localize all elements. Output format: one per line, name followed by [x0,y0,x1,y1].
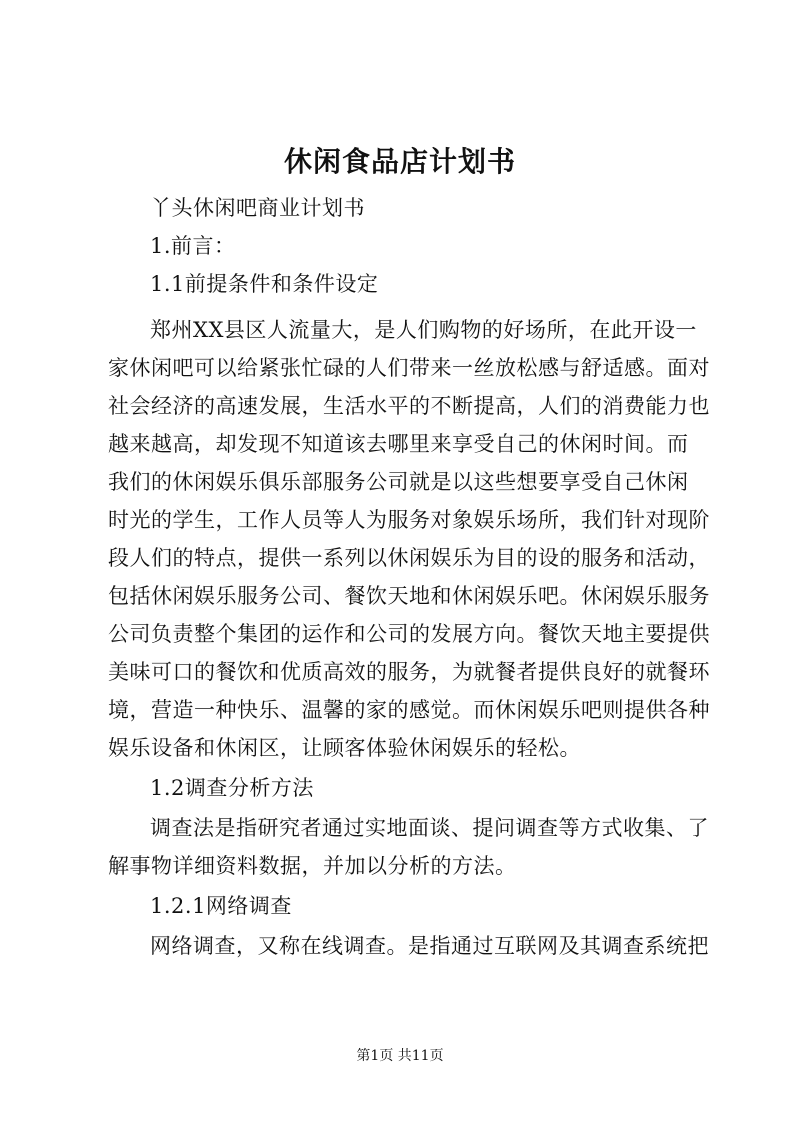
paragraph-line: 公司负责整个集团的运作和公司的发展方向。餐饮天地主要提供 [108,622,710,646]
section-heading: 1.2.1网络调查 [150,894,292,918]
document-title: 休闲食品店计划书 [283,145,516,178]
paragraph-line: 时光的学生，工作人员等人为服务对象娱乐场所，我们针对现阶 [108,508,710,532]
paragraph-line: 美味可口的餐饮和优质高效的服务，为就餐者提供良好的就餐环 [108,660,710,684]
page-footer: 第1页 共11页 [356,1048,444,1064]
subtitle-line: 丫头休闲吧商业计划书 [150,196,365,220]
paragraph-line: 段人们的特点，提供一系列以休闲娱乐为目的设的服务和活动， [108,546,710,570]
paragraph-line: 包括休闲娱乐服务公司、餐饮天地和休闲娱乐吧。休闲娱乐服务 [108,584,710,608]
paragraph-line: 郑州XX县区人流量大，是人们购物的好场所，在此开设一 [150,318,697,342]
paragraph-line: 娱乐设备和休闲区，让顾客体验休闲娱乐的轻松。 [108,736,581,760]
paragraph-line: 社会经济的高速发展，生活水平的不断提高，人们的消费能力也 [108,394,710,418]
paragraph-line: 家休闲吧可以给紧张忙碌的人们带来一丝放松感与舒适感。面对 [108,356,710,380]
section-heading: 1.1前提条件和条件设定 [150,272,379,296]
section-heading: 1.前言： [150,234,236,258]
paragraph-line: 解事物详细资料数据，并加以分析的方法。 [108,854,517,878]
paragraph-line: 调查法是指研究者通过实地面谈、提问调查等方式收集、了 [150,816,709,840]
section-heading: 1.2调查分析方法 [150,776,314,800]
paragraph-line: 网络调查，又称在线调查。是指通过互联网及其调查系统把 [150,934,709,958]
paragraph-line: 境，营造一种快乐、温馨的家的感觉。而休闲娱乐吧则提供各种 [108,698,710,722]
paragraph-line: 我们的休闲娱乐俱乐部服务公司就是以这些想要享受自己休闲 [108,470,689,494]
paragraph-line: 越来越高，却发现不知道该去哪里来享受自己的休闲时间。而 [108,432,689,456]
